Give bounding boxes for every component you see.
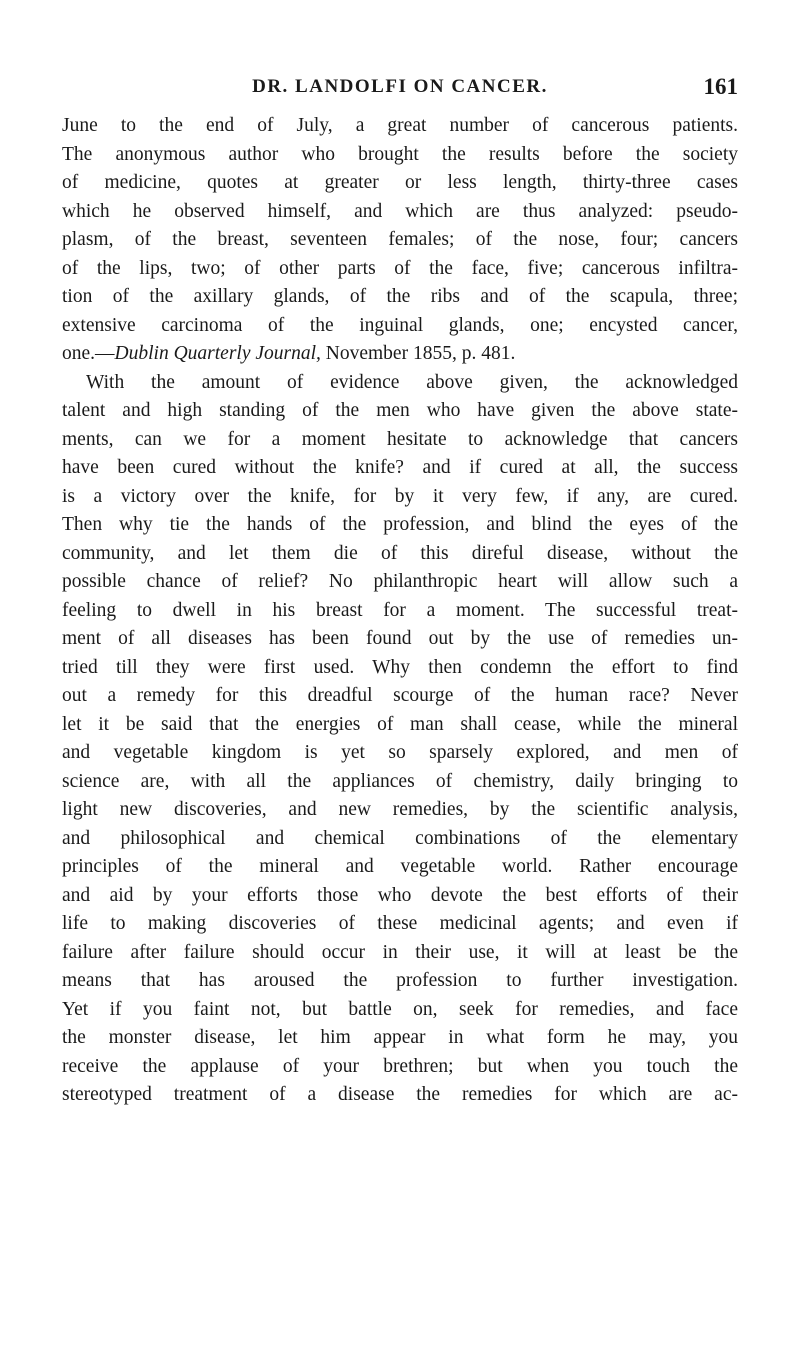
text-line: community, and let them die of this direful disease, without the: [62, 542, 738, 564]
text-line: and vegetable kingdom is yet so sparsely explored, and men of: [62, 742, 738, 763]
text-line: Then why tie the hands of the profession, and blind the eyes of the: [62, 514, 738, 535]
text-line: and aid by your efforts those who devote the best efforts of their: [62, 884, 738, 906]
running-head: [62, 72, 738, 102]
text-line: of the lips, two; of other parts of the face, five; cancerous infiltra-: [62, 257, 738, 279]
text-line: is a victory over the knife, for by it very few, if any, are cured.: [62, 485, 738, 507]
text-line: receive the applause of your brethren; but when you touch the: [62, 1055, 738, 1077]
text-line: failure after failure should occur in their use, it will at least be the: [62, 941, 738, 963]
text-line: tion of the axillary glands, of the ribs and of the scapula, three;: [62, 286, 738, 307]
paragraph-1: [62, 112, 738, 369]
text-line: light new discoveries, and new remedies, by the scientific analysis,: [62, 799, 738, 820]
text-line: The anonymous author who brought the results before the society: [62, 143, 738, 165]
text-line: the monster disease, let him appear in what form he may, you: [62, 1027, 738, 1048]
text-line: have been cured without the knife? and if cured at all, the success: [62, 457, 738, 478]
citation-details: November 1855, p. 481.: [320, 343, 516, 364]
paragraph-2: [62, 369, 738, 1110]
running-title: DR. LANDOLFI ON CANCER.: [252, 76, 548, 97]
text-line: feeling to dwell in his breast for a moment. The successful treat-: [62, 599, 738, 621]
citation-journal: Dublin Quarterly Journal,: [114, 343, 321, 364]
text-line: life to making discoveries of these medicinal agents; and even if: [62, 913, 738, 934]
text-line: extensive carcinoma of the inguinal glands, one; encysted cancer,: [62, 314, 738, 336]
text-line: With the amount of evidence above given, the acknowledged: [86, 371, 738, 393]
citation-prefix: one.—: [62, 343, 115, 364]
text-line: which he observed himself, and which are thus analyzed: pseudo-: [62, 200, 738, 222]
text-line: let it be said that the energies of man shall cease, while the mineral: [62, 713, 738, 735]
text-line: plasm, of the breast, seventeen females; of the nose, four; cancers: [62, 229, 738, 250]
text-line: of medicine, quotes at greater or less length, thirty-three cases: [62, 172, 738, 193]
text-line: means that has aroused the profession to further investigation.: [62, 970, 738, 991]
body-text: [62, 112, 738, 1110]
page-number: 161: [703, 74, 738, 99]
text-line: out a remedy for this dreadful scourge of the human race? Never: [62, 685, 738, 706]
text-line: tried till they were first used. Why then condemn the effort to find: [62, 656, 738, 678]
text-line: ment of all diseases has been found out by the use of remedies un-: [62, 628, 738, 649]
text-line: ments, can we for a moment hesitate to acknowledge that cancers: [62, 428, 738, 450]
text-line: and philosophical and chemical combinations of the elementary: [62, 827, 738, 849]
citation-line: [62, 340, 738, 369]
text-line: principles of the mineral and vegetable world. Rather encourage: [62, 856, 738, 877]
text-line: Yet if you faint not, but battle on, seek for remedies, and face: [62, 998, 738, 1020]
text-line: possible chance of relief? No philanthropic heart will allow such a: [62, 571, 738, 592]
text-line: talent and high standing of the men who have given the above state-: [62, 400, 738, 421]
text-line: June to the end of July, a great number of cancerous patients.: [62, 115, 738, 136]
text-line: science are, with all the appliances of chemistry, daily bringing to: [62, 770, 738, 792]
text-line: stereotyped treatment of a disease the remedies for which are ac-: [62, 1084, 738, 1105]
